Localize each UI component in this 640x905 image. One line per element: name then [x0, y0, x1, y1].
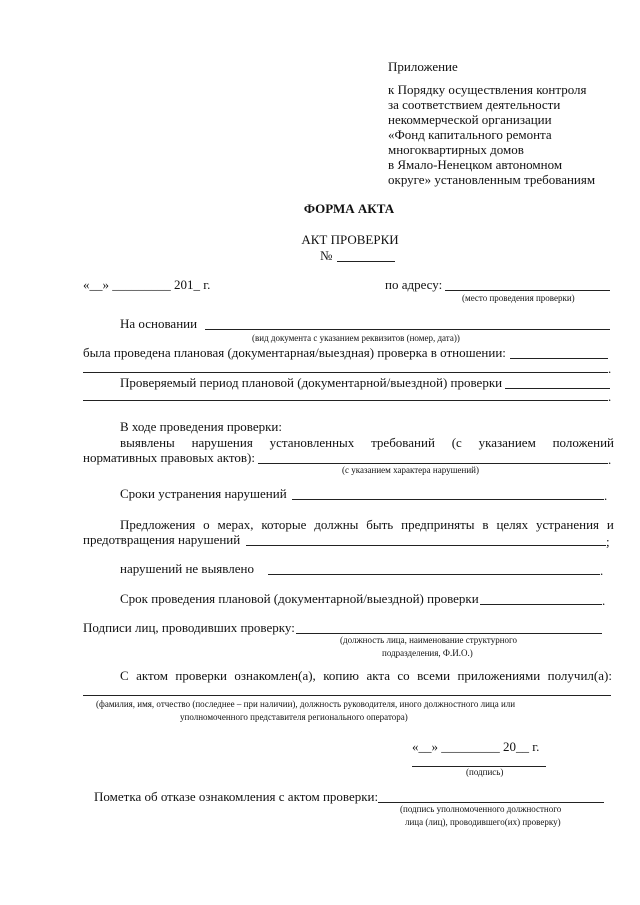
period-field[interactable]: [505, 388, 610, 389]
word: требований: [371, 435, 435, 450]
act-title: АКТ ПРОВЕРКИ: [301, 232, 399, 247]
word: быть: [366, 517, 394, 532]
word: актом: [136, 668, 168, 683]
word: и: [606, 517, 614, 532]
duration-label: Срок проведения плановой (документарной/выездной) проверки: [120, 591, 479, 606]
no-violations-label: нарушений не выявлено: [120, 561, 254, 576]
duration-field[interactable]: [480, 604, 602, 605]
proposals-line-1: [120, 518, 614, 531]
line-end-dot: .: [600, 563, 604, 578]
word: получил(а):: [547, 668, 612, 683]
period-field-line2[interactable]: [83, 400, 608, 401]
violations-field[interactable]: [258, 463, 608, 464]
word: должны: [314, 517, 359, 532]
refusal-hint-2: лица (лиц), проводившего(их) проверку): [405, 817, 561, 827]
refusal-label: Пометка об отказе ознакомления с актом проверки:: [94, 789, 379, 804]
basis-field[interactable]: [205, 329, 610, 330]
word: в: [482, 517, 489, 532]
word: положений: [552, 435, 614, 450]
appendix-line: многоквартирных домов: [388, 142, 524, 157]
inspection-text: была проведена плановая (документарная/выездная) проверка в отношении:: [83, 345, 506, 360]
refusal-field[interactable]: [378, 802, 604, 803]
number-sign: №: [320, 248, 333, 263]
address-label: по адресу:: [385, 277, 443, 292]
violations-hint: (с указанием характера нарушений): [342, 465, 479, 475]
proposals-field[interactable]: [246, 545, 606, 546]
inspected-org-field[interactable]: [510, 358, 608, 359]
acquainted-field[interactable]: [83, 695, 611, 696]
appendix-line: к Порядку осуществления контроля: [388, 82, 587, 97]
act-number-field[interactable]: [337, 261, 395, 262]
line-end-semicolon: ;: [606, 534, 610, 549]
word: Предложения: [120, 517, 196, 532]
no-violations-field[interactable]: [268, 574, 600, 575]
word: нарушения: [191, 435, 253, 450]
deadline-field[interactable]: [292, 499, 604, 500]
basis-hint: (вид документа с указанием реквизитов (номер, дата)): [252, 333, 460, 343]
line-end-dot: .: [608, 452, 612, 467]
line-end-dot: .: [604, 488, 608, 503]
signatures-hint-2: подразделения, Ф.И.О.): [382, 648, 473, 658]
sign-hint: (подпись): [466, 767, 504, 777]
word: указанием: [478, 435, 536, 450]
word: которые: [261, 517, 307, 532]
line-end-dot: .: [602, 593, 606, 608]
inspected-org-field-line2[interactable]: [83, 372, 608, 373]
word: С: [120, 668, 129, 683]
acquainted-line: [120, 669, 612, 682]
word: ознакомлен(а),: [234, 668, 316, 683]
appendix-title: Приложение: [388, 59, 458, 74]
word: целях: [496, 517, 529, 532]
acquainted-hint-1: (фамилия, имя, отчество (последнее – при наличии), должность руководителя, иного должностного лица или: [96, 699, 516, 709]
act-date: «__» _________ 201_ г.: [83, 277, 211, 292]
signatures-label: Подписи лиц, проводивших проверку:: [83, 620, 295, 635]
appendix-line: за соответствием деятельности: [388, 97, 561, 112]
word: приложениями: [457, 668, 541, 683]
word: устранения: [536, 517, 600, 532]
violations-line-2: нормативных правовых актов):: [83, 450, 255, 465]
line-end-dot: .: [608, 361, 612, 376]
appendix-line: округе» установленным требованиям: [388, 172, 596, 187]
word: мерах,: [217, 517, 254, 532]
line-end-dot: .: [608, 389, 612, 404]
violations-line-1: [120, 436, 614, 449]
word: проверки: [175, 668, 227, 683]
word: акта: [366, 668, 390, 683]
word: о: [203, 517, 210, 532]
word: копию: [323, 668, 360, 683]
word: со: [397, 668, 410, 683]
appendix-line: в Ямало-Ненецком автономном: [388, 157, 563, 172]
proposals-line-2: предотвращения нарушений: [83, 532, 241, 547]
during-label: В ходе проведения проверки:: [120, 419, 283, 434]
acquainted-hint-2: уполномоченного представителя регионального оператора): [180, 712, 408, 722]
signatures-hint-1: (должность лица, наименование структурного: [340, 635, 518, 645]
deadline-label: Сроки устранения нарушений: [120, 486, 287, 501]
basis-label: На основании: [120, 316, 198, 331]
appendix-line: «Фонд капитального ремонта: [388, 127, 552, 142]
address-field[interactable]: [445, 290, 610, 291]
word: установленных: [269, 435, 355, 450]
period-label: Проверяемый период плановой (документарной/выездной) проверки: [120, 375, 503, 390]
word: (с: [451, 435, 462, 450]
signatures-field[interactable]: [296, 633, 602, 634]
word: предприняты: [401, 517, 475, 532]
address-hint: (место проведения проверки): [462, 293, 575, 303]
appendix-line: некоммерческой организации: [388, 112, 552, 127]
word: всеми: [417, 668, 451, 683]
sign-date: «__» _________ 20__ г.: [412, 739, 540, 754]
refusal-hint-1: (подпись уполномоченного должностного: [400, 804, 562, 814]
word: выявлены: [120, 435, 175, 450]
form-title: ФОРМА АКТА: [303, 201, 395, 216]
